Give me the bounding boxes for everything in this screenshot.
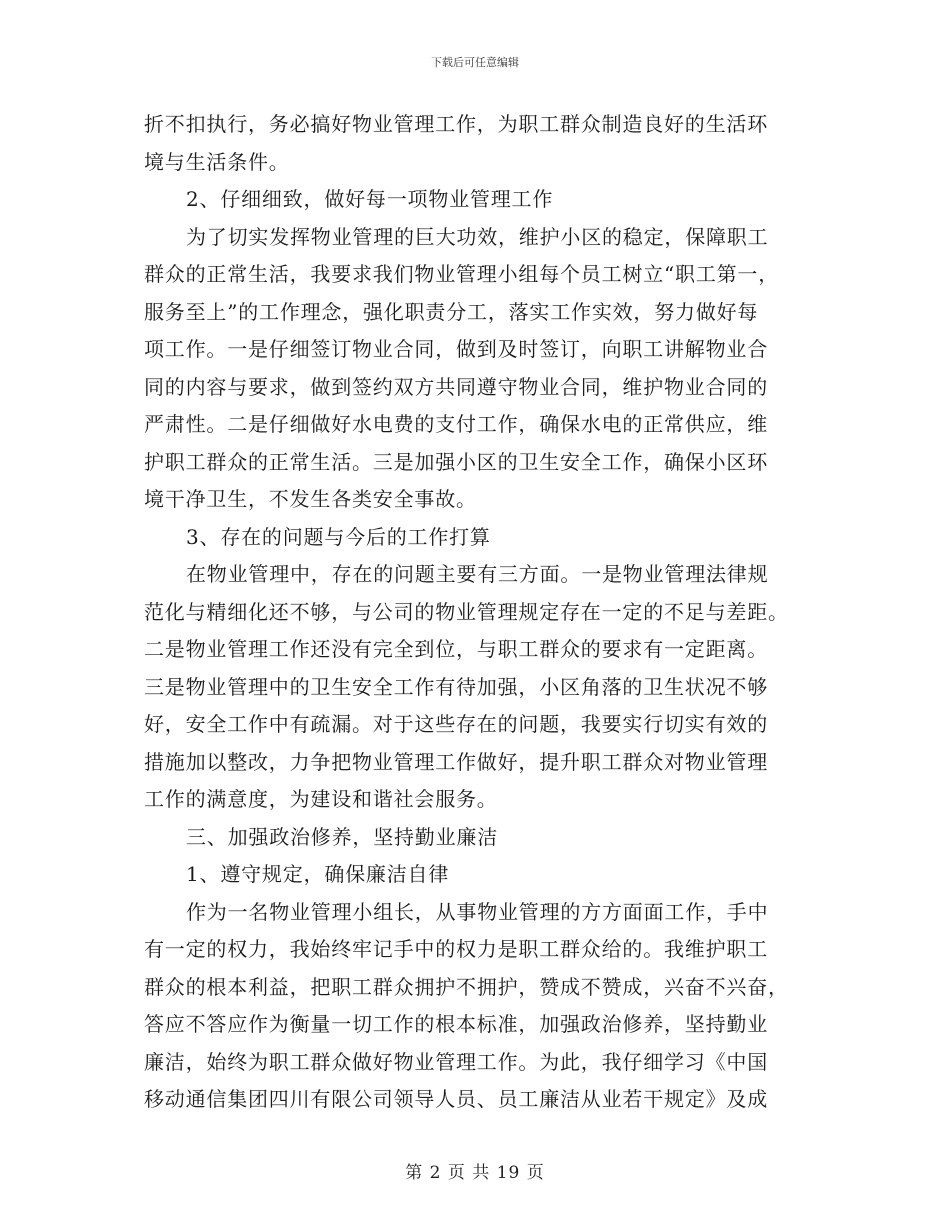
text-line: 好，安全工作中有疏漏。对于这些存在的问题，我要实行切实有效的 [144,712,768,736]
text-line: 境干净卫生，不发生各类安全事故。 [144,487,477,511]
paragraph-start: 作为一名物业管理小组长，从事物业管理的方方面面工作，手中 [186,899,769,924]
paragraph-start: 在物业管理中，存在的问题主要有三方面。一是物业管理法律规 [186,562,769,586]
text-line: 答应不答应作为衡量一切工作的根本标准，加强政治修养，坚持勤业 [144,1012,768,1036]
text-line: 折不扣执行，务必搞好物业管理工作，为职工群众制造良好的生活环 [144,112,768,136]
text-line: 措施加以整改，力争把物业管理工作做好，提升职工群众对物业管理 [144,749,768,774]
text-line: 工作的满意度，为建设和谐社会服务。 [144,787,498,811]
paragraph-start: 为了切实发挥物业管理的巨大功效，维护小区的稳定，保障职工 [186,224,769,249]
section-heading: 1、遵守规定，确保廉洁自律 [186,862,450,886]
section-heading: 2、仔细细致，做好每一项物业管理工作 [186,187,554,211]
text-line: 同的内容与要求，做到签约双方共同遵守物业合同，维护物业合同的 [144,374,768,399]
text-line: 移动通信集团四川有限公司领导人员、员工廉洁从业若干规定》及成 [144,1087,768,1111]
text-line: 群众的根本利益，把职工群众拥护不拥护，赞成不赞成，兴奋不兴奋， [144,974,789,999]
text-line: 范化与精细化还不够，与公司的物业管理规定存在一定的不足与差距。 [144,599,789,624]
text-line: 境与生活条件。 [144,149,290,174]
page-number: 第 2 页 共 19 页 [405,1163,545,1183]
text-line: 项工作。一是仔细签订物业合同，做到及时签订，向职工讲解物业合 [144,337,768,361]
page-header: 下载后可任意编辑 [431,56,519,69]
text-line: 群众的正常生活，我要求我们物业管理小组每个员工树立“职工第一， [144,262,780,286]
text-line: 廉洁，始终为职工群众做好物业管理工作。为此，我仔细学习《中国 [144,1049,768,1074]
text-line: 服务至上”的工作理念，强化职责分工，落实工作实效，努力做好每 [144,299,759,324]
text-line: 二是物业管理工作还没有完全到位，与职工群众的要求有一定距离。 [144,637,768,661]
text-line: 严肃性。二是仔细做好水电费的支付工作，确保水电的正常供应，维 [144,412,768,436]
chapter-heading: 三、加强政治修养，坚持勤业廉洁 [186,824,498,849]
section-heading: 3、存在的问题与今后的工作打算 [186,524,491,549]
text-line: 有一定的权力，我始终牢记手中的权力是职工群众给的。我维护职工 [144,937,768,961]
document-body [144,106,810,1119]
text-line: 护职工群众的正常生活。三是加强小区的卫生安全工作，确保小区环 [144,449,768,474]
text-line: 三是物业管理中的卫生安全工作有待加强，小区角落的卫生状况不够 [144,674,768,699]
